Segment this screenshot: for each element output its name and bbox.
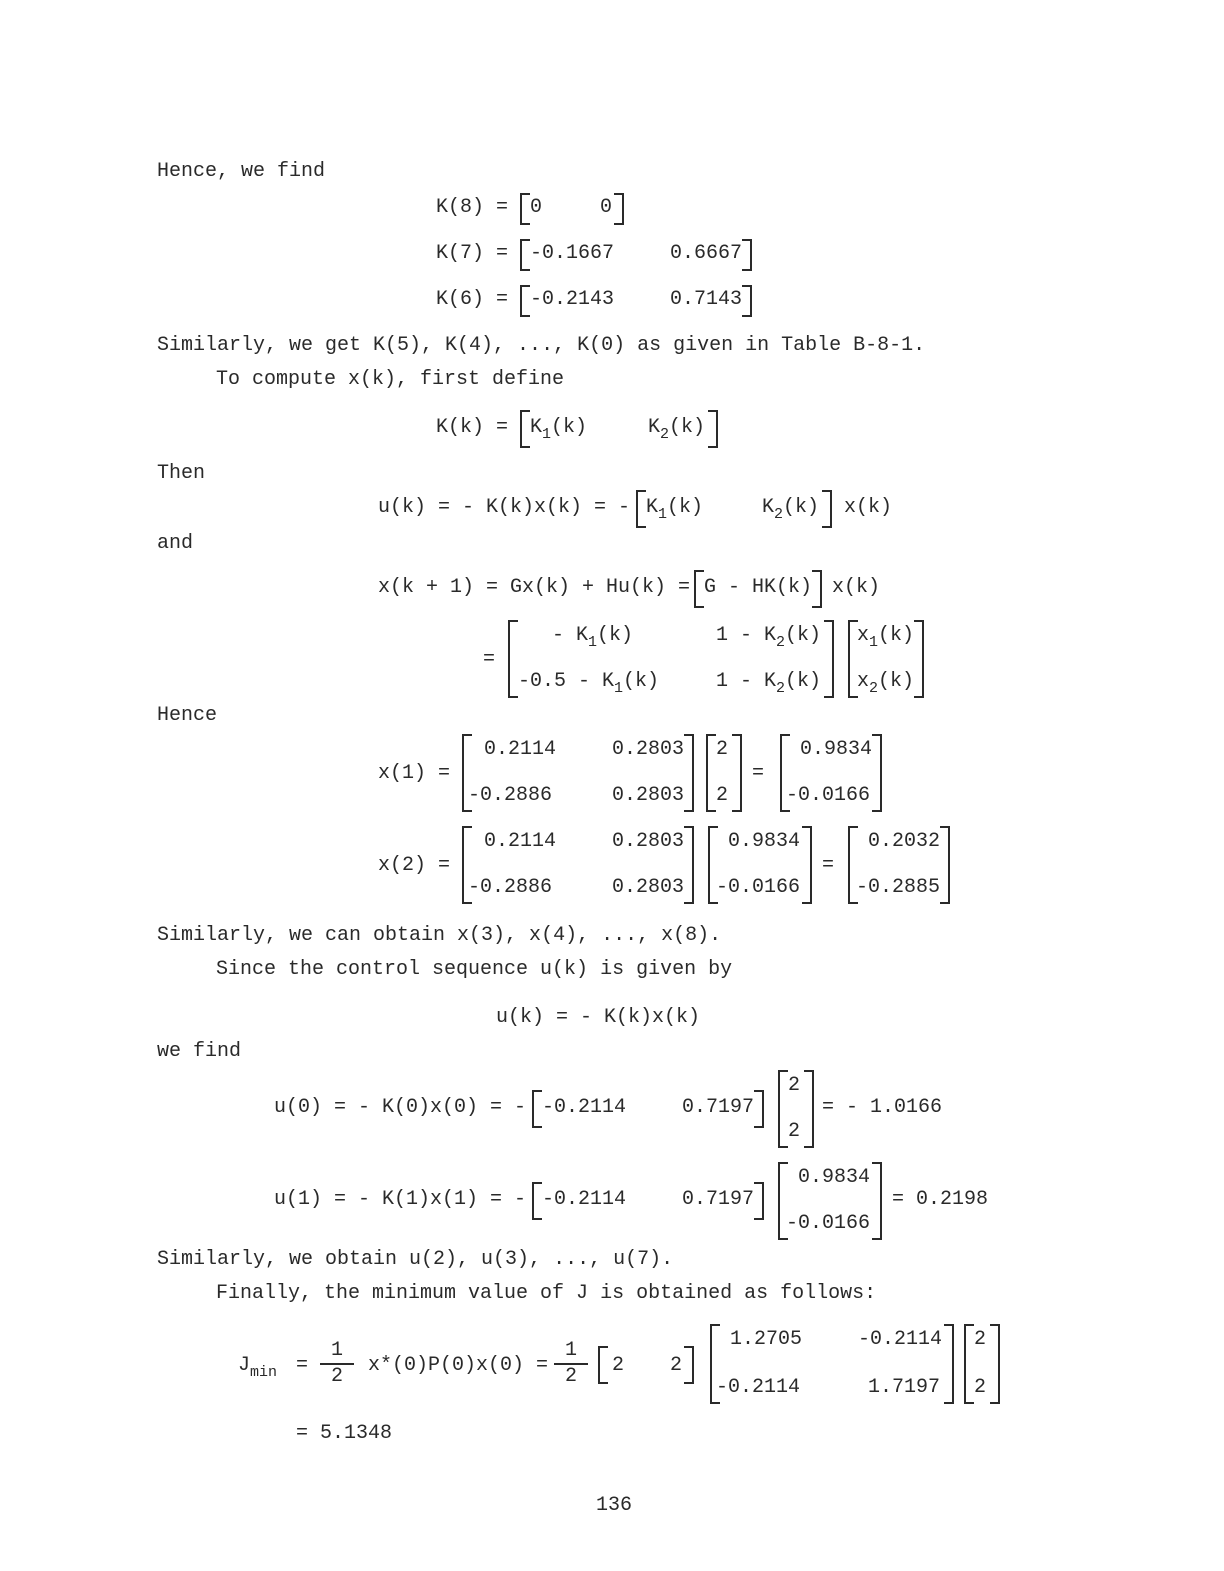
eq-xk1-bracket: G - HK(k) — [704, 576, 813, 599]
fraction-numerator: 1 — [564, 1339, 577, 1362]
eq-J-row1: 2 — [612, 1354, 625, 1377]
eq-K7-b: 0.6667 — [670, 242, 743, 265]
text-similarly-u: Similarly, we obtain u(2), u(3), ..., u(7). — [157, 1248, 674, 1271]
eq-m22: $1 - K_2(k)$ — [716, 670, 822, 697]
text-similarly-K: Similarly, we get K(5), K(4), ..., K(0) as given in Table B-8-1. — [157, 334, 926, 357]
eq-x2-r2: -0.2885 — [856, 876, 941, 899]
eq-x1-equals: = — [752, 762, 765, 785]
eq-x2-lhs: x(2) = — [378, 854, 451, 877]
bracket-right — [872, 734, 882, 812]
bracket-left — [778, 1070, 788, 1148]
eq-u0-a: -0.2114 — [542, 1096, 627, 1119]
eq-u0-v2: 2 — [788, 1120, 801, 1143]
eq-J-equals: = — [296, 1354, 309, 1377]
fraction-one-half — [320, 1340, 354, 1388]
eq-u1-v1: 0.9834 — [798, 1166, 871, 1189]
eq-x1-v2: 2 — [716, 784, 729, 807]
eq-J-lhs: $J_{min}$ — [238, 1354, 278, 1381]
eq-xk1-rhs: x(k) — [832, 576, 881, 599]
eq-K6-a: -0.2143 — [530, 288, 615, 311]
bracket-left — [532, 1182, 542, 1220]
eq-u0-result: = - 1.0166 — [822, 1096, 943, 1119]
eq-K7-lhs: K(7) = — [436, 242, 509, 265]
eq-K7-a: -0.1667 — [530, 242, 615, 265]
eq-u0-v1: 2 — [788, 1074, 801, 1097]
eq-K8-a: 0 — [530, 196, 543, 219]
bracket-right — [822, 490, 832, 528]
text-we-find: we find — [157, 1040, 242, 1063]
eq-m11: - $K_1(k)$ — [552, 624, 634, 651]
eq-x2-m12: 0.2803 — [612, 830, 685, 853]
text-hence: Hence — [157, 704, 218, 727]
eq-J-v1: 2 — [974, 1328, 987, 1351]
bracket-right — [812, 570, 822, 608]
bracket-right — [802, 826, 812, 904]
eq-m12: $1 - K_2(k)$ — [716, 624, 822, 651]
eq-u1-result: = 0.2198 — [892, 1188, 989, 1211]
text-hence-we-find: Hence, we find — [157, 160, 326, 183]
eq-J-v2: 2 — [974, 1376, 987, 1399]
eq-u1-b: 0.7197 — [682, 1188, 755, 1211]
eq-J-mid: x*(0)P(0)x(0) = — [368, 1354, 549, 1377]
page-number: 136 — [596, 1494, 633, 1517]
bracket-right — [684, 1346, 694, 1384]
eq-J-m12: -0.2114 — [858, 1328, 943, 1351]
bracket-right — [872, 1162, 882, 1240]
bracket-right — [914, 620, 924, 698]
eq-uk-a: $K_1(k)$ — [646, 496, 704, 523]
bracket-right — [708, 410, 718, 448]
text-since: Since the control sequence u(k) is given by — [216, 958, 733, 981]
fraction-denominator: 2 — [330, 1365, 343, 1388]
eq-K6-lhs: K(6) = — [436, 288, 509, 311]
eq-Kk-b: $K_2(k)$ — [648, 416, 706, 443]
eq-u1-v2: -0.0166 — [786, 1212, 871, 1235]
bracket-right — [804, 1070, 814, 1148]
eq-uk-rhs: x(k) — [844, 496, 893, 519]
bracket-left — [636, 490, 646, 528]
eq-uk-control: u(k) = - K(k)x(k) — [496, 1006, 701, 1029]
bracket-left — [520, 410, 530, 448]
eq-u1-a: -0.2114 — [542, 1188, 627, 1211]
eq-u0-lhs: u(0) = - K(0)x(0) = - — [274, 1096, 527, 1119]
eq-x2-v1: 0.9834 — [728, 830, 801, 853]
eq-uk-b: $K_2(k)$ — [762, 496, 820, 523]
eq-matrix-equals: = — [483, 648, 496, 671]
eq-x2-m21: -0.2886 — [468, 876, 553, 899]
eq-x1-m21: -0.2886 — [468, 784, 553, 807]
eq-x1-m22: 0.2803 — [612, 784, 685, 807]
eq-x2-v2: -0.0166 — [716, 876, 801, 899]
fraction-numerator: 1 — [330, 1339, 343, 1362]
bracket-left — [520, 239, 530, 271]
eq-v1: $x_1(k)$ — [857, 624, 915, 651]
bracket-right — [742, 239, 752, 271]
eq-x2-equals: = — [822, 854, 835, 877]
bracket-left — [532, 1090, 542, 1128]
bracket-right — [684, 734, 694, 812]
eq-Kk-lhs: K(k) = — [436, 416, 509, 439]
eq-m21: $-0.5 - K_1(k)$ — [518, 670, 660, 697]
eq-v2: $x_2(k)$ — [857, 670, 915, 697]
text-to-compute: To compute x(k), first define — [216, 368, 565, 391]
bracket-left — [706, 734, 716, 812]
eq-K8-b: 0 — [600, 196, 613, 219]
bracket-left — [520, 193, 530, 225]
eq-J-m11: 1.2705 — [730, 1328, 803, 1351]
eq-J-row2: 2 — [670, 1354, 683, 1377]
bracket-right — [990, 1324, 1000, 1404]
bracket-right — [614, 193, 624, 225]
eq-u0-b: 0.7197 — [682, 1096, 755, 1119]
eq-x2-r1: 0.2032 — [868, 830, 941, 853]
eq-x2-m11: 0.2114 — [484, 830, 557, 853]
bracket-left — [598, 1346, 608, 1384]
bracket-right — [732, 734, 742, 812]
bracket-right — [944, 1324, 954, 1404]
eq-x1-r1: 0.9834 — [800, 738, 873, 761]
eq-Kk-a: $K_1(k)$ — [530, 416, 588, 443]
fraction-denominator: 2 — [564, 1365, 577, 1388]
bracket-left — [964, 1324, 974, 1404]
text-similarly-x: Similarly, we can obtain x(3), x(4), ..., x(8). — [157, 924, 722, 947]
eq-J-m21: -0.2114 — [716, 1376, 801, 1399]
text-finally: Finally, the minimum value of J is obtained as follows: — [216, 1282, 877, 1305]
eq-x1-r2: -0.0166 — [786, 784, 871, 807]
bracket-right — [824, 620, 834, 698]
eq-x1-v1: 2 — [716, 738, 729, 761]
bracket-right — [684, 826, 694, 904]
bracket-left — [694, 570, 704, 608]
eq-K8-lhs: K(8) = — [436, 196, 509, 219]
eq-x2-m22: 0.2803 — [612, 876, 685, 899]
text-then: Then — [157, 462, 206, 485]
eq-x1-lhs: x(1) = — [378, 762, 451, 785]
eq-J-result: = 5.1348 — [296, 1422, 393, 1445]
bracket-right — [754, 1182, 764, 1220]
eq-J-m22: 1.7197 — [868, 1376, 941, 1399]
bracket-left — [508, 620, 518, 698]
fraction-one-half — [554, 1340, 588, 1388]
bracket-right — [940, 826, 950, 904]
text-and: and — [157, 532, 194, 555]
bracket-left — [520, 285, 530, 317]
eq-x1-m12: 0.2803 — [612, 738, 685, 761]
eq-x1-m11: 0.2114 — [484, 738, 557, 761]
eq-uk-lhs: u(k) = - K(k)x(k) = - — [378, 496, 631, 519]
eq-u1-lhs: u(1) = - K(1)x(1) = - — [274, 1188, 527, 1211]
eq-K6-b: 0.7143 — [670, 288, 743, 311]
bracket-right — [742, 285, 752, 317]
bracket-right — [754, 1090, 764, 1128]
eq-xk1-lhs: x(k + 1) = Gx(k) + Hu(k) = — [378, 576, 691, 599]
